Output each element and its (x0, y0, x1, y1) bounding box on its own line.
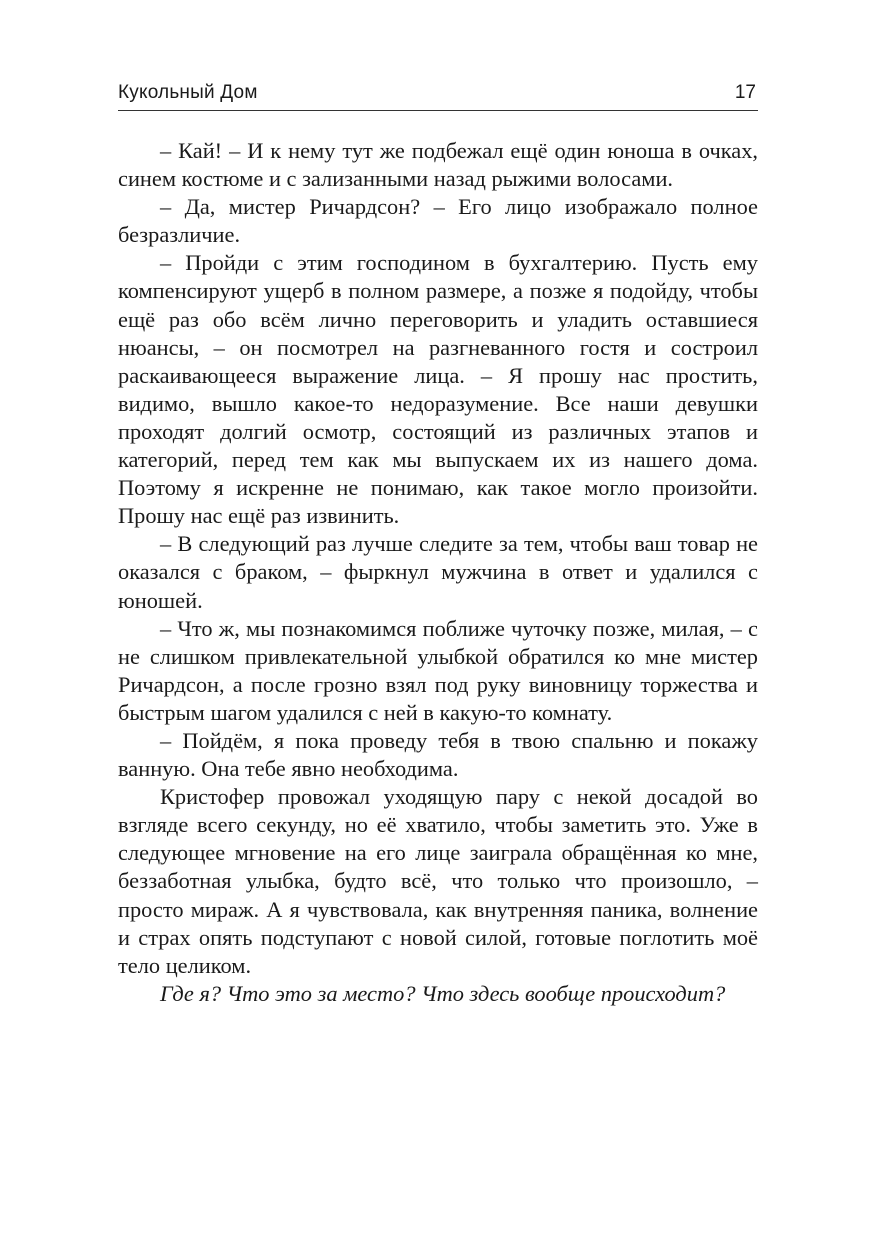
paragraph-6: – Пойдём, я пока проведу тебя в твою спальню и покажу ванную. Она тебе явно необходима. (118, 727, 758, 782)
page-body (118, 137, 758, 1008)
paragraph-2: – Да, мистер Ричардсон? – Его лицо изображало полное безразличие. (118, 194, 758, 248)
paragraph-3: – Пройди с этим господином в бухгалтерию. Пусть ему компенсируют ущерб в полном размере, а позже я подойду, чтобы ещё раз обо всём лично переговорить и уладить оставшиеся нюансы, – он посмотрел на разгневанного гостя и состроил раскаивающееся выражение лица. – Я прошу нас простить, видимо, вышло какое-то недоразумение. Все наши девушки проходят долгий осмотр, состоящий из различных этапов и категорий, перед тем как мы выпускаем их из нашего дома. Поэтому я искренне не понимаю, как такое могло произойти. Прошу нас ещё раз извинить. (118, 250, 758, 529)
paragraph-1: – Кай! – И к нему тут же подбежал ещё один юноша в очках, синем костюме и с зализанными назад рыжими волосами. (118, 138, 758, 192)
page-number: 17 (734, 82, 756, 103)
paragraph-5: – Что ж, мы познакомимся поближе чуточку позже, милая, – с не слишком привлекательной улыбкой обратился ко мне мистер Ричардсон, а после грозно взял под руку виновницу торжества и быстрым шагом удалился с ней в какую-то комнату. (118, 615, 758, 725)
paragraph-4: – В следующий раз лучше следите за тем, чтобы ваш товар не оказался с браком, – фыркнул мужчина в ответ и удалился с юношей. (118, 531, 758, 613)
book-title: Кукольный Дом (118, 82, 258, 103)
italic-thought: Где я? Что это за место? Что здесь вообще происходит? (160, 980, 726, 1006)
paragraph-7: Кристофер провожал уходящую пару с некой досадой во взгляде всего секунду, но её хватило, чтобы заметить это. Уже в следующее мгновение на его лице заиграла обращённая ко мне, беззаботная улыбка, будто всё, что только что произошло, – просто мираж. А я чувствовала, как внутренняя паника, волнение и страх опять подступают с новой силой, готовые поглотить моё тело целиком. (118, 784, 758, 978)
running-header (118, 78, 758, 111)
